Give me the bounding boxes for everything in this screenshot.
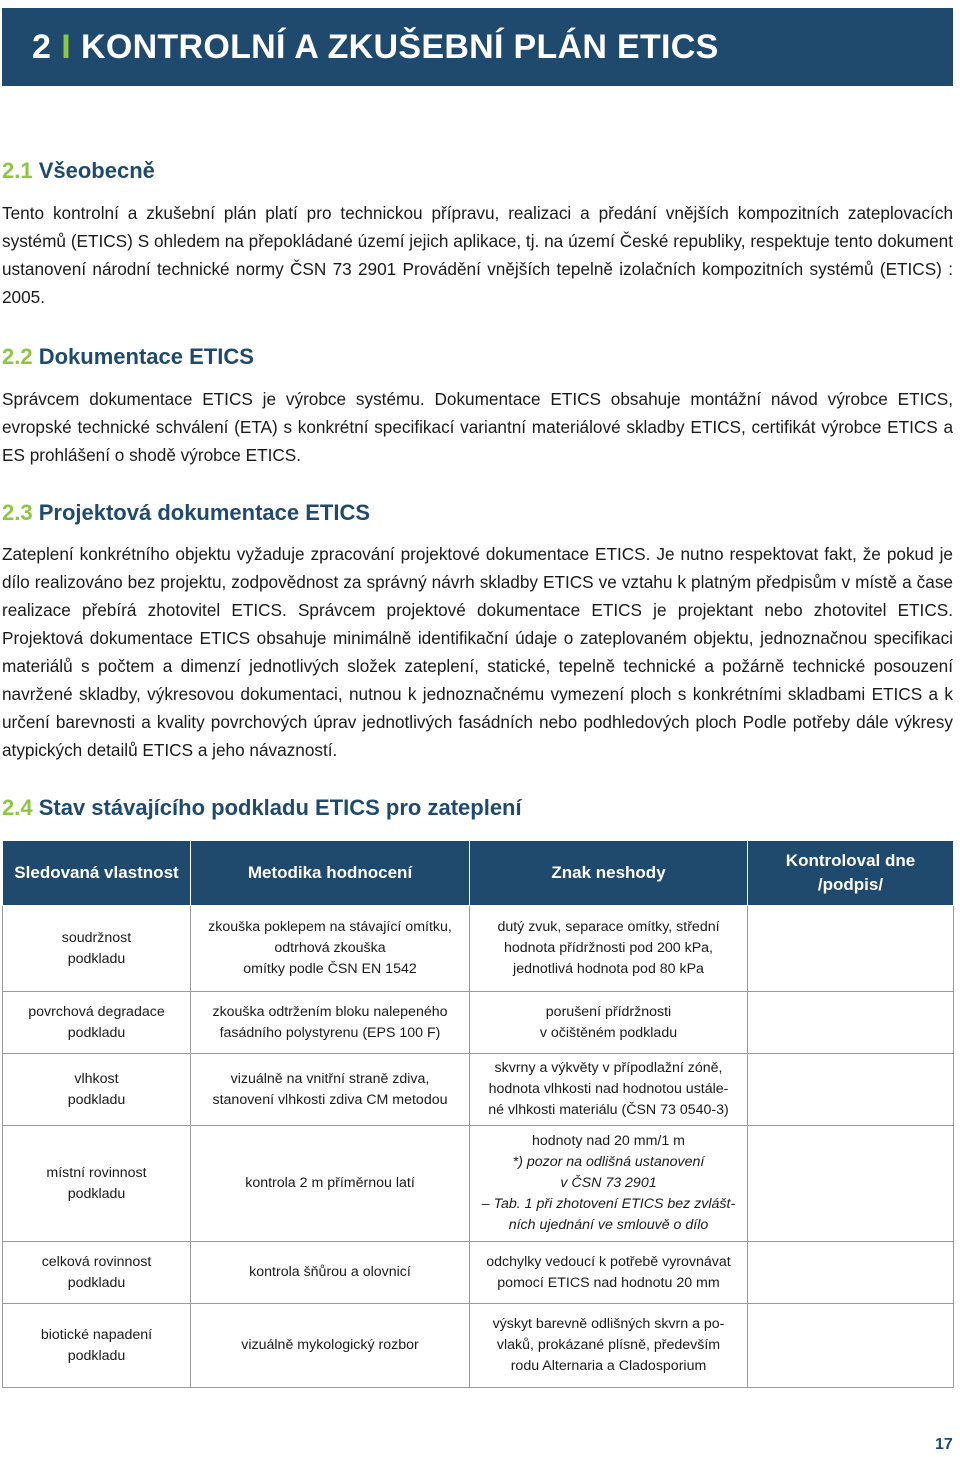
cell-line: skvrny a výkvěty v přípodlažní zóně, — [494, 1060, 723, 1076]
section-title: Stav stávajícího podkladu ETICS pro zateplení — [38, 795, 522, 820]
cell-line: podkladu — [67, 1274, 126, 1291]
table-row — [3, 992, 954, 1054]
cell-method — [191, 1126, 470, 1242]
section-heading-2-4 — [2, 795, 522, 821]
chapter-number: 2 — [32, 27, 52, 66]
cell-line: pomocí ETICS nad hodnotu 20 mm — [497, 1274, 720, 1291]
cell-line: biotické napadení — [40, 1326, 153, 1343]
cell-property — [3, 1242, 191, 1304]
cell-line: podkladu — [67, 950, 126, 967]
section-heading-2-1 — [2, 158, 155, 184]
cell-note-line: *) pozor na odlišná ustanovení — [512, 1154, 705, 1170]
cell-note-line: – Tab. 1 při zhotovení ETICS bez zvlášt- — [481, 1196, 736, 1212]
cell-property — [3, 1054, 191, 1126]
cell-nonconformity — [470, 1126, 748, 1242]
cell-line: vizuálně mykologický rozbor — [241, 1337, 419, 1353]
table-row — [3, 1304, 954, 1388]
header-nonconformity: Znak neshody — [470, 841, 748, 906]
cell-signature[interactable] — [748, 1054, 954, 1126]
cell-line: výskyt barevně odlišných skvrn a po- — [492, 1316, 725, 1332]
cell-line: v očištěném podkladu — [539, 1024, 678, 1041]
cell-line: povrchová degradace — [28, 1003, 165, 1020]
cell-line: kontrola 2 m příměrnou latí — [245, 1175, 415, 1191]
cell-property — [3, 1126, 191, 1242]
cell-method — [191, 992, 470, 1054]
section-title: Všeobecně — [38, 158, 155, 183]
table-row — [3, 1126, 954, 1242]
cell-line: místní rovinnost — [46, 1164, 147, 1181]
section-text-2-3: Zateplení konkrétního objektu vyžaduje zpracování projektové dokumentace ETICS. Je nutno respektovat fakt, že pokud je dílo realizováno bez projektu, zodpovědnost za správný návrh skladby ETICS ve vztahu k platným předpisům v místě a čase realizace přebírá zhotovitel ETICS. Správcem projektové dokumentace ETICS je projektant nebo zhotovitel ETICS. Projektová dokumentace ETICS obsahuje minimálně identifikační údaje o zateplovaném objektu, jednoznačnou specifikaci materiálů s počtem a dimenzí jednotlivých složek zateplení, statické, tepelně technické a požárně technické posouzení navržené skladby, výkresovou dokumentaci, nutnou k jednoznačnému vymezení ploch s konkrétními skladbami ETICS a k určení barevnosti a kvality povrchových úprav jednotlivých fasádních nebo podhledových ploch Podle potřeby dále výkresy atypických detailů ETICS a jeho návazností. — [2, 544, 953, 760]
cell-line: vlaků, prokázané plísně, především — [496, 1337, 721, 1353]
cell-line: zkouška odtržením bloku nalepeného — [212, 1003, 448, 1020]
cell-line: zkouška poklepem na stávající omítku, — [208, 919, 452, 935]
table-row — [3, 1242, 954, 1304]
cell-line: stanovení vlhkosti zdiva CM metodou — [212, 1091, 448, 1108]
section-text-2-2: Správcem dokumentace ETICS je výrobce systému. Dokumentace ETICS obsahuje montážní návod výrobce ETICS, evropské technické schválení (ETA) s konkrétní specifikací variantní materiálové skladby ETICS, certifikát výrobce ETICS a ES prohlášení o shodě výrobce ETICS. — [2, 389, 953, 465]
cell-method — [191, 1242, 470, 1304]
header-method: Metodika hodnocení — [191, 841, 470, 906]
cell-line: podkladu — [67, 1091, 126, 1108]
section-heading-2-2 — [2, 344, 254, 370]
cell-line: fasádního polystyrenu (EPS 100 F) — [219, 1024, 441, 1041]
cell-line: hodnoty nad 20 mm/1 m — [532, 1133, 685, 1149]
chapter-separator: I — [61, 27, 71, 66]
cell-line: podkladu — [67, 1185, 126, 1202]
cell-line: vlhkost — [74, 1070, 119, 1087]
table-row — [3, 906, 954, 992]
cell-note-line: v ČSN 73 2901 — [560, 1175, 657, 1191]
cell-property — [3, 992, 191, 1054]
cell-property — [3, 1304, 191, 1388]
cell-line: soudržnost — [61, 929, 132, 946]
cell-method — [191, 1304, 470, 1388]
section-number: 2.1 — [2, 158, 33, 183]
cell-line: podkladu — [67, 1347, 126, 1364]
cell-signature[interactable] — [748, 1126, 954, 1242]
cell-line: dutý zvuk, separace omítky, střední — [497, 919, 720, 935]
section-title: Projektová dokumentace ETICS — [38, 500, 371, 525]
cell-signature[interactable] — [748, 1304, 954, 1388]
cell-line: odchylky vedoucí k potřebě vyrovnávat — [486, 1253, 731, 1270]
section-title: Dokumentace ETICS — [38, 344, 254, 369]
cell-note-line: ních ujednání ve smlouvě o dílo — [508, 1217, 709, 1233]
section-number: 2.2 — [2, 344, 33, 369]
table-row — [3, 1054, 954, 1126]
header-checked-by: Kontroloval dne /podpis/ — [748, 841, 954, 906]
cell-line: odtrhová zkouška — [274, 940, 386, 956]
cell-line: jednotlivá hodnota pod 80 kPa — [513, 961, 704, 977]
inspection-table — [2, 840, 954, 1388]
cell-line: podkladu — [67, 1024, 126, 1041]
cell-signature[interactable] — [748, 1242, 954, 1304]
cell-signature[interactable] — [748, 992, 954, 1054]
cell-nonconformity — [470, 992, 748, 1054]
section-number: 2.3 — [2, 500, 33, 525]
chapter-banner — [2, 8, 953, 86]
cell-line: omítky podle ČSN EN 1542 — [243, 961, 417, 977]
cell-line: né vlhkosti materiálu (ČSN 73 0540-3) — [488, 1102, 729, 1118]
cell-signature[interactable] — [748, 906, 954, 992]
cell-line: celková rovinnost — [41, 1253, 152, 1270]
section-text-2-1: Tento kontrolní a zkušební plán platí pro technickou přípravu, realizaci a předání vnějších kompozitních zateplovacích systémů (ETICS) S ohledem na přepokládané území jejich aplikace, tj. na území České republiky, respektuje tento dokument ustanovení národní technické normy ČSN 73 2901 Provádění vnějších tepelně izolačních kompozitních systémů (ETICS) : 2005. — [2, 203, 953, 307]
cell-line: rodu Alternaria a Cladosporium — [510, 1358, 707, 1374]
cell-line: porušení přídržnosti — [545, 1003, 672, 1020]
cell-nonconformity — [470, 906, 748, 992]
cell-line: hodnota vlhkosti nad hodnotou ustále- — [488, 1081, 729, 1097]
cell-method — [191, 906, 470, 992]
cell-line: kontrola šňůrou a olovnicí — [249, 1264, 411, 1280]
cell-property — [3, 906, 191, 992]
section-number: 2.4 — [2, 795, 33, 820]
cell-nonconformity — [470, 1054, 748, 1126]
chapter-title: KONTROLNÍ A ZKUŠEBNÍ PLÁN ETICS — [80, 27, 719, 66]
cell-method — [191, 1054, 470, 1126]
cell-nonconformity — [470, 1242, 748, 1304]
cell-line: hodnota přídržnosti pod 200 kPa, — [503, 940, 714, 956]
cell-nonconformity — [470, 1304, 748, 1388]
page-number: 17 — [935, 1436, 953, 1453]
table-header-row — [3, 841, 954, 906]
section-heading-2-3 — [2, 500, 370, 526]
cell-line: vizuálně na vnitřní straně zdiva, — [230, 1070, 430, 1087]
header-property: Sledovaná vlastnost — [3, 841, 191, 906]
